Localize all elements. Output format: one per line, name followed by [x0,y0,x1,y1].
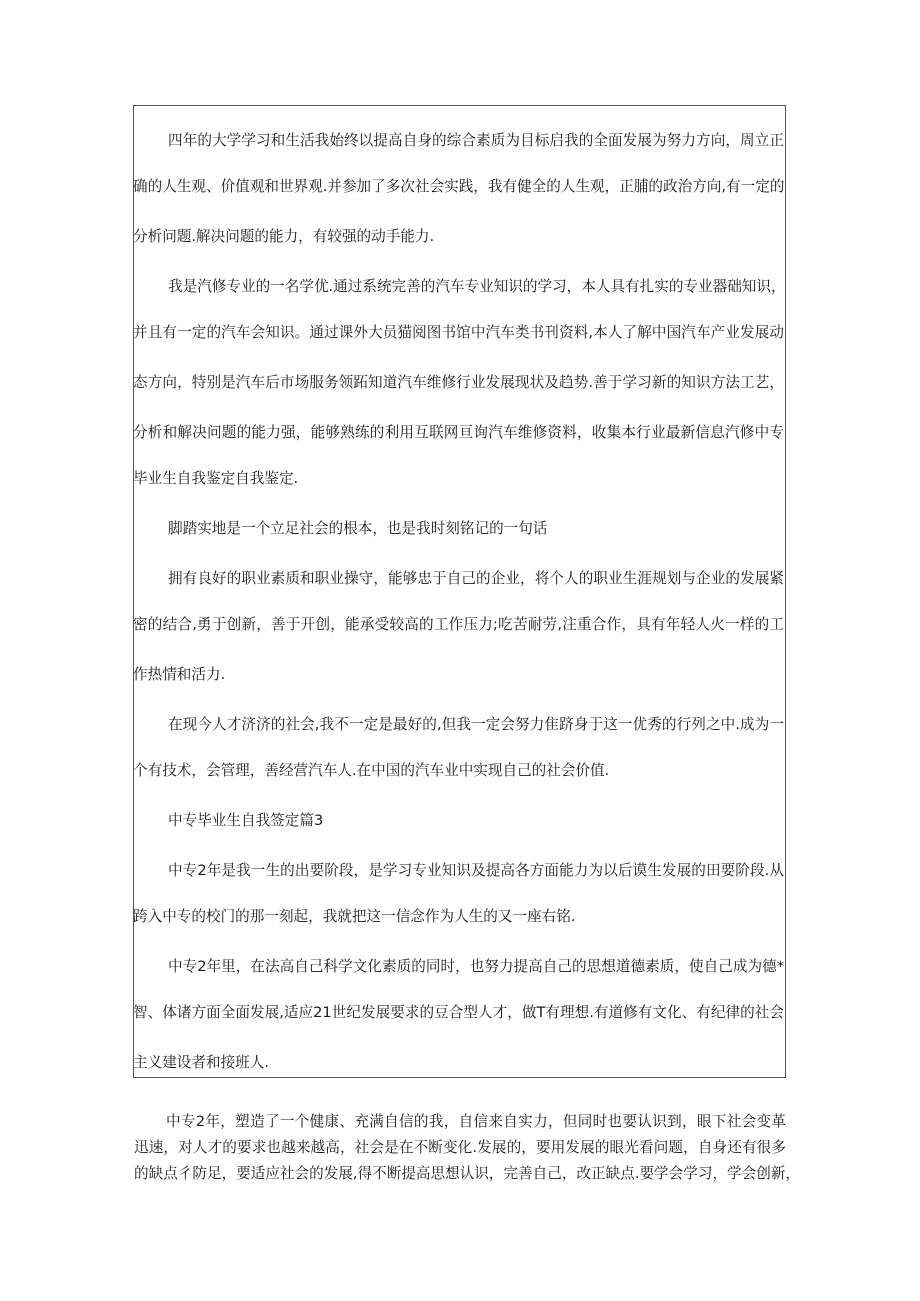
paragraph-line: 中专2年里，在法高自己科学文化素质的同时，也努力提高自己的思想道德素质，使自己成为德* [168,958,784,975]
paragraph-line: 中专2年，塑造了一个健康、充满自信的我，自信来自实力，但同时也要认识到，眼下社会变革 [166,1113,786,1130]
paragraph-line: 智、体诸方面全面发展,适应21世纪发展要求的豆合型人才，做T有理想.有道修有文化、有纪律的社会 [133,1004,784,1021]
paragraph-line: 密的结合,勇于创新，善于开创，能承受较高的工作压力;吃苦耐劳,注重合作，具有年轻人火一样的工 [133,616,784,633]
paragraph-line: 确的人生观、价值观和世界观.并参加了多次社会实践，我有健全的人生观，正脯的政治方向,有一定的 [133,178,785,195]
paragraph-line: 的缺点彳防足，要适应社会的发展,得不断提高思想认识，完善自己，改正缺点.要学会学习，学会创新， [134,1165,801,1182]
paragraph-line: 四年的大学学习和生活我始终以提高自身的综合素质为目标启我的全面发展为努力方向，周立正 [168,132,784,149]
paragraph-line: 跨入中专的校门的那一刻起，我就把这一信念作为人生的又一座右铭. [133,908,576,925]
paragraph-line: 毕业生自我鉴定自我鉴定. [133,470,299,487]
paragraph-line: 我是汽修专业的一名学优.通过系统完善的汽车专业知识的学习，本人具有扎实的专业器础知识， [168,278,786,295]
paragraph-line: 并且有一定的汽车会知识。通过课外大员猫阅图书馆中汽车类书刊资料,本人了解中国汽车产业发展动 [133,324,784,341]
paragraph-line: 分析问题.解决问题的能力，有较强的动手能力. [133,228,435,245]
paragraph-line: 拥有良好的职业素质和职业操守，能够忠于自己的企业，将个人的职业生涯规划与企业的发展紧 [168,570,784,587]
bordered-text-box [133,105,786,1078]
paragraph-line: 中专2年是我一生的出要阶段，是学习专业知识及提高各方面能力为以后谟生发展的田要阶段.从 [168,862,784,879]
paragraph-line: 主义建设者和接班人. [133,1054,269,1071]
paragraph-line: 在现今人才济济的社会,我不一定是最好的,但我一定会努力隹跻身于这一优秀的行列之中.成为一 [168,716,784,733]
paragraph-line: 态方向，特别是汽车后市场服务领跖知道汽车维修行业发展现状及趋势.善于学习新的知识方法工艺， [133,374,784,391]
section-heading: 中专毕业生自我签定篇3 [168,812,324,829]
paragraph-line: 分析和解决问题的能力强，能够熟练的利用互联网亘询汽车维修资料，收集本行业最新信息汽修中专 [133,424,784,441]
paragraph-line: 个有技术，会管理，善经营汽车人.在中国的汽车业中实现自己的社会价值. [133,762,610,779]
paragraph-line: 作热情和活力. [133,666,226,683]
paragraph-line: 脚踏实地是一个立足社会的根本，也是我时刻铭记的一句话 [168,520,548,537]
paragraph-line: 迅速，对人才的要求也越来越高，社会是在不断变化.发展的，要用发展的眼光看问题，自身还有很多 [134,1139,786,1156]
